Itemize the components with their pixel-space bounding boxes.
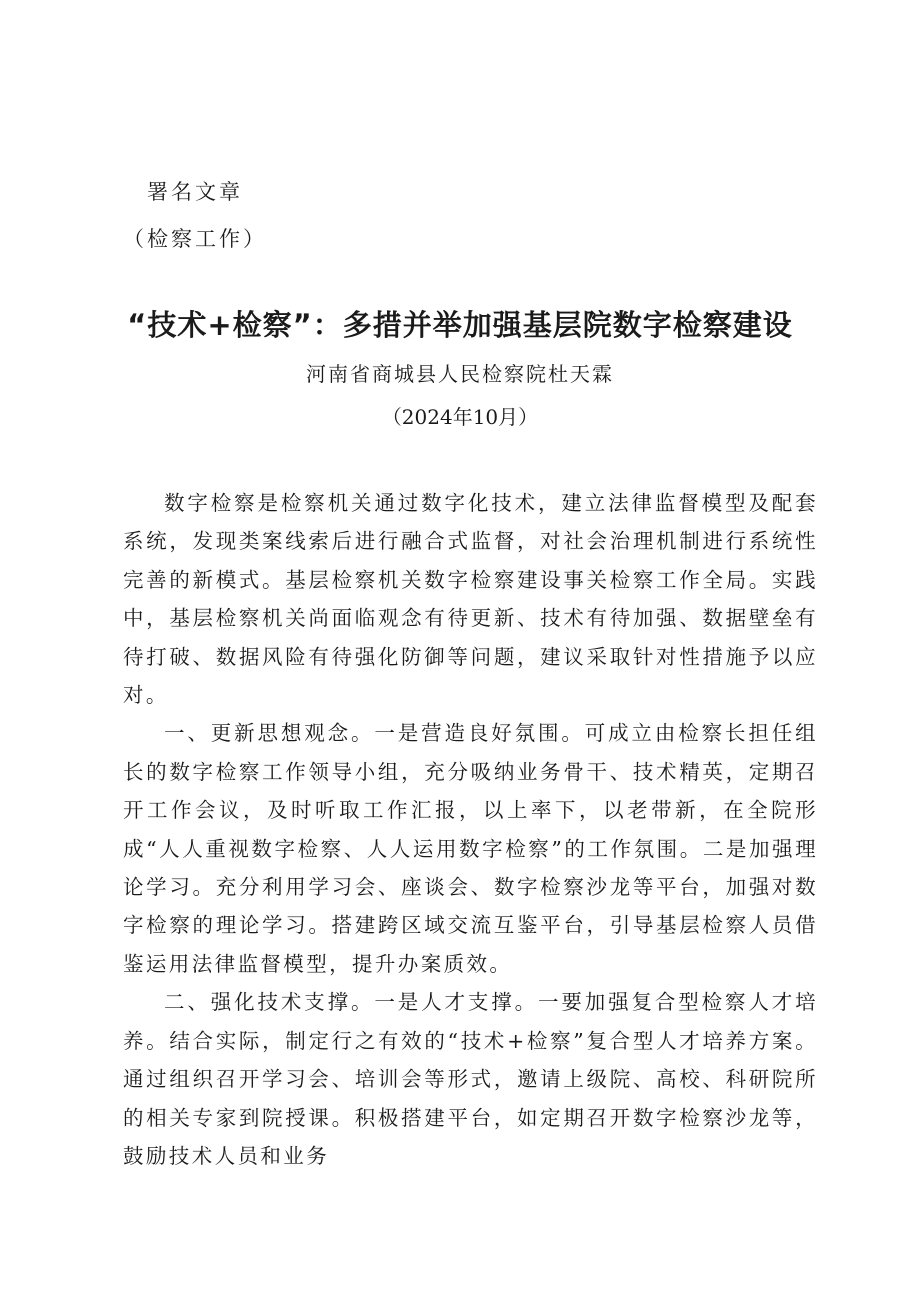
article-author: 河南省商城县人民检察院杜天霖 [306,362,614,386]
paragraph-intro: 数字检察是检察机关通过数字化技术，建立法律监督模型及配套系统，发现类案线索后进行融合式监督，对社会治理机制进行系统性完善的新模式。基层检察机关数字检察建设事关检察工作全局。实践中，基层检察机关尚面临观念有待更新、技术有待加强、数据壁垒有待打破、数据风险有待强化防御等问题，建议采取针对性措施予以应对。 [123,491,818,708]
article-category: 署名文章 [147,180,243,204]
article-section: （检察工作） [123,227,267,251]
article-title: “技术+检察”：多措并举加强基层院数字检察建设 [127,308,793,342]
article-date: （2024年10月） [381,405,539,429]
article-body [123,484,818,1175]
paragraph-section-1: 一、更新思想观念。一是营造良好氛围。可成立由检察长担任组长的数字检察工作领导小组，充分吸纳业务骨干、技术精英，定期召开工作会议，及时听取工作汇报，以上率下，以老带新，在全院形成“人人重视数字检察、人人运用数字检察”的工作氛围。二是加强理论学习。充分利用学习会、座谈会、数字检察沙龙等平台，加强对数字检察的理论学习。搭建跨区域交流互鉴平台，引导基层检察人员借鉴运用法律监督模型，提升办案质效。 [123,721,818,976]
paragraph-section-2: 二、强化技术支撑。一是人才支撑。一要加强复合型检察人才培养。结合实际，制定行之有效的“技术+检察”复合型人才培养方案。通过组织召开学习会、培训会等形式，邀请上级院、高校、科研院所的相关专家到院授课。积极搭建平台，如定期召开数字检察沙龙等，鼓励技术人员和业务 [123,990,818,1168]
